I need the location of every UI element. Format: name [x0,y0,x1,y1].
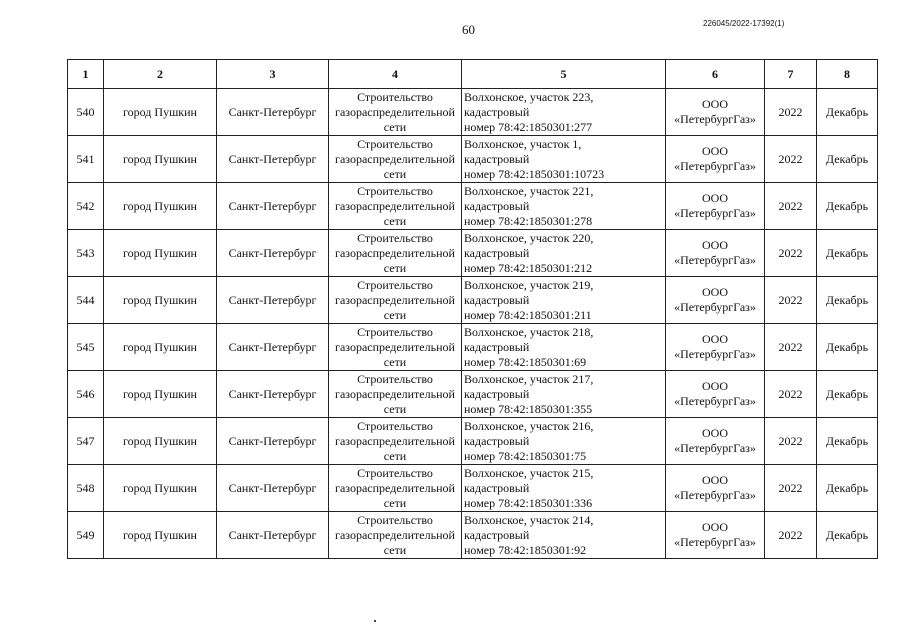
row-number: 545 [68,324,104,371]
year-cell: 2022 [765,277,817,324]
table-row [68,465,878,512]
column-header: 2 [104,60,217,89]
region-cell: Санкт-Петербург [217,230,329,277]
address-line: кадастровый [464,198,530,213]
organization-name: «ПетербургГаз» [674,300,756,314]
month-cell: Декабрь [817,512,878,559]
organization-form: ООО [702,473,728,487]
address-line: кадастровый [464,104,530,119]
address-line: Волхонское, участок 220, [464,230,594,245]
region-cell: Санкт-Петербург [217,183,329,230]
region-cell: Санкт-Петербург [217,277,329,324]
organization-form: ООО [702,191,728,205]
address-line: номер 78:42:1850301:75 [464,448,587,463]
month-cell: Декабрь [817,183,878,230]
region-cell: Санкт-Петербург [217,418,329,465]
address-cell [462,230,666,277]
region-cell: Санкт-Петербург [217,89,329,136]
row-number: 540 [68,89,104,136]
region-cell: Санкт-Петербург [217,371,329,418]
locality-cell: город Пушкин [104,465,217,512]
organization-form: ООО [702,238,728,252]
locality-cell: город Пушкин [104,183,217,230]
row-number: 541 [68,136,104,183]
organization-form: ООО [702,285,728,299]
column-header: 6 [666,60,765,89]
year-cell: 2022 [765,230,817,277]
row-number: 548 [68,465,104,512]
organization-name: «ПетербургГаз» [674,488,756,502]
organization-name: «ПетербургГаз» [674,159,756,173]
object-cell: Строительство газораспределительной сети [329,183,462,230]
address-cell [462,418,666,465]
column-header: 1 [68,60,104,89]
month-cell: Декабрь [817,136,878,183]
address-line: номер 78:42:1850301:355 [464,401,593,416]
address-line: Волхонское, участок 1, [464,136,582,151]
table-row [68,136,878,183]
month-cell: Декабрь [817,89,878,136]
table-row [68,277,878,324]
address-line: кадастровый [464,386,530,401]
address-line: кадастровый [464,527,530,542]
organization-cell [666,277,765,324]
table-row [68,512,878,559]
document-code: 226045/2022-17392(1) [703,19,785,28]
object-cell: Строительство газораспределительной сети [329,136,462,183]
organization-name: «ПетербургГаз» [674,347,756,361]
address-cell [462,89,666,136]
table-row [68,371,878,418]
month-cell: Декабрь [817,277,878,324]
row-number: 543 [68,230,104,277]
page-number: 60 [462,22,475,37]
address-line: Волхонское, участок 215, [464,465,594,480]
year-cell: 2022 [765,418,817,465]
row-number: 547 [68,418,104,465]
month-cell: Декабрь [817,465,878,512]
address-line: номер 78:42:1850301:92 [464,542,587,557]
column-header: 4 [329,60,462,89]
address-line: номер 78:42:1850301:278 [464,213,593,228]
organization-name: «ПетербургГаз» [674,112,756,126]
address-line: Волхонское, участок 223, [464,89,594,104]
year-cell: 2022 [765,512,817,559]
object-cell: Строительство газораспределительной сети [329,465,462,512]
region-cell: Санкт-Петербург [217,465,329,512]
organization-cell [666,324,765,371]
address-line: кадастровый [464,292,530,307]
year-cell: 2022 [765,89,817,136]
organization-form: ООО [702,97,728,111]
object-cell: Строительство газораспределительной сети [329,89,462,136]
locality-cell: город Пушкин [104,277,217,324]
year-cell: 2022 [765,371,817,418]
address-cell [462,512,666,559]
organization-cell [666,418,765,465]
organization-form: ООО [702,144,728,158]
column-header: 5 [462,60,666,89]
organization-cell [666,465,765,512]
address-cell [462,371,666,418]
address-cell [462,324,666,371]
registry-table [67,59,878,559]
address-line: Волхонское, участок 221, [464,183,594,198]
address-line: номер 78:42:1850301:211 [464,307,592,322]
object-cell: Строительство газораспределительной сети [329,324,462,371]
year-cell: 2022 [765,183,817,230]
row-number: 544 [68,277,104,324]
month-cell: Декабрь [817,418,878,465]
address-line: Волхонское, участок 219, [464,277,594,292]
table-row [68,230,878,277]
organization-cell [666,512,765,559]
organization-cell [666,183,765,230]
organization-form: ООО [702,520,728,534]
object-cell: Строительство газораспределительной сети [329,371,462,418]
organization-form: ООО [702,332,728,346]
address-line: Волхонское, участок 217, [464,371,594,386]
organization-cell [666,371,765,418]
organization-name: «ПетербургГаз» [674,535,756,549]
address-line: кадастровый [464,151,530,166]
address-cell [462,277,666,324]
organization-cell [666,136,765,183]
address-line: номер 78:42:1850301:212 [464,260,593,275]
locality-cell: город Пушкин [104,324,217,371]
address-line: номер 78:42:1850301:336 [464,495,593,510]
organization-name: «ПетербургГаз» [674,441,756,455]
table-row [68,89,878,136]
locality-cell: город Пушкин [104,371,217,418]
object-cell: Строительство газораспределительной сети [329,277,462,324]
table-row [68,324,878,371]
locality-cell: город Пушкин [104,230,217,277]
address-line: номер 78:42:1850301:10723 [464,166,605,181]
row-number: 549 [68,512,104,559]
organization-form: ООО [702,379,728,393]
table-row [68,183,878,230]
year-cell: 2022 [765,324,817,371]
address-line: кадастровый [464,480,530,495]
row-number: 546 [68,371,104,418]
object-cell: Строительство газораспределительной сети [329,418,462,465]
month-cell: Декабрь [817,324,878,371]
region-cell: Санкт-Петербург [217,136,329,183]
address-cell [462,136,666,183]
locality-cell: город Пушкин [104,512,217,559]
address-line: кадастровый [464,339,530,354]
column-header: 8 [817,60,878,89]
object-cell: Строительство газораспределительной сети [329,230,462,277]
organization-form: ООО [702,426,728,440]
column-header: 7 [765,60,817,89]
locality-cell: город Пушкин [104,418,217,465]
organization-name: «ПетербургГаз» [674,253,756,267]
locality-cell: город Пушкин [104,136,217,183]
row-number: 542 [68,183,104,230]
month-cell: Декабрь [817,230,878,277]
region-cell: Санкт-Петербург [217,512,329,559]
year-cell: 2022 [765,465,817,512]
address-line: номер 78:42:1850301:277 [464,119,593,134]
column-header: 3 [217,60,329,89]
address-cell [462,183,666,230]
organization-name: «ПетербургГаз» [674,206,756,220]
address-cell [462,465,666,512]
address-line: Волхонское, участок 214, [464,512,594,527]
organization-cell [666,89,765,136]
address-line: номер 78:42:1850301:69 [464,354,587,369]
address-line: кадастровый [464,433,530,448]
address-line: Волхонское, участок 216, [464,418,594,433]
scan-speck [374,620,376,622]
month-cell: Декабрь [817,371,878,418]
locality-cell: город Пушкин [104,89,217,136]
object-cell: Строительство газораспределительной сети [329,512,462,559]
address-line: Волхонское, участок 218, [464,324,594,339]
address-line: кадастровый [464,245,530,260]
organization-cell [666,230,765,277]
table-header-row [68,60,878,89]
year-cell: 2022 [765,136,817,183]
organization-name: «ПетербургГаз» [674,394,756,408]
region-cell: Санкт-Петербург [217,324,329,371]
table-row [68,418,878,465]
